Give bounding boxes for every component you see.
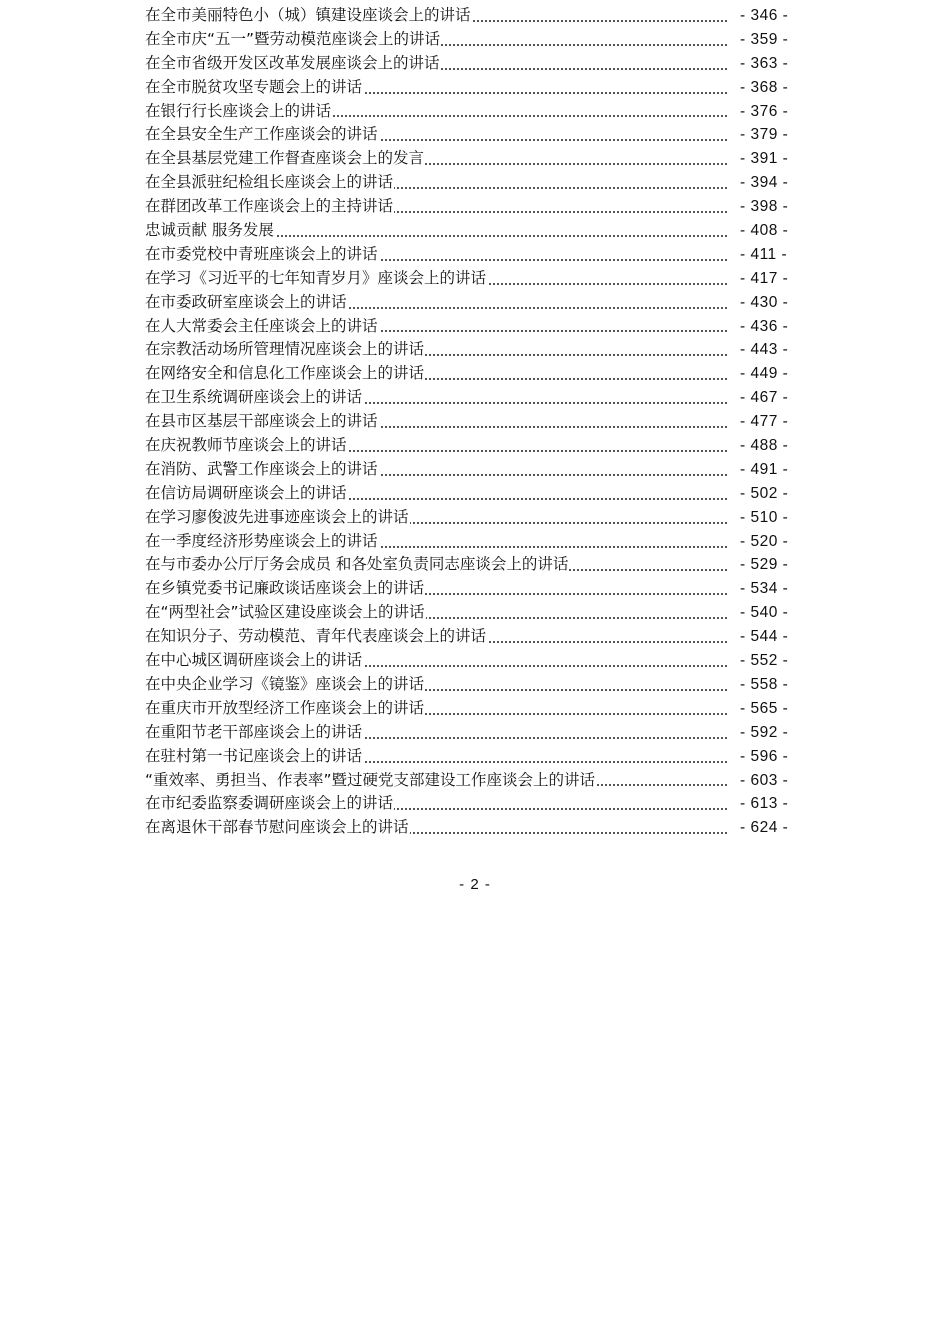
toc-entry[interactable]	[145, 100, 810, 124]
toc-entry-title-text: 在知识分子、劳动模范、青年代表座谈会上的讲话	[145, 627, 487, 646]
toc-entry-title	[145, 625, 727, 649]
toc-entry-title	[145, 76, 727, 100]
toc-entry-title-text: 在庆祝教师节座谈会上的讲话	[145, 436, 347, 455]
toc-entry-title	[145, 673, 727, 697]
toc-entry[interactable]	[145, 649, 810, 673]
toc-entry-title	[145, 338, 727, 362]
toc-entry-title	[145, 123, 727, 147]
toc-entry-title	[145, 171, 727, 195]
toc-entry[interactable]	[145, 697, 810, 721]
toc-entry-page-number: - 624 -	[740, 819, 789, 837]
toc-entry[interactable]	[145, 769, 810, 793]
toc-entry-page-number: - 529 -	[740, 556, 789, 574]
toc-entry-title-text: 在学习《习近平的七年知青岁月》座谈会上的讲话	[145, 268, 487, 287]
toc-entry[interactable]	[145, 601, 810, 625]
toc-entry-title	[145, 434, 727, 458]
table-of-contents	[145, 4, 810, 840]
toc-entry-title	[145, 267, 727, 291]
toc-entry-page-number: - 408 -	[740, 222, 789, 240]
toc-entry-title	[145, 4, 727, 28]
toc-entry-title-text: 在驻村第一书记座谈会上的讲话	[145, 746, 363, 765]
toc-entry-title	[145, 482, 727, 506]
toc-entry[interactable]	[145, 577, 810, 601]
toc-entry-title-text: 在重阳节老干部座谈会上的讲话	[145, 722, 363, 741]
toc-entry-title-text: 在与市委办公厅厅务会成员 和各处室负责同志座谈会上的讲话	[145, 555, 569, 574]
toc-entry[interactable]	[145, 434, 810, 458]
toc-entry-page-number: - 376 -	[740, 102, 789, 120]
toc-entry-page-number: - 417 -	[740, 269, 789, 287]
toc-entry[interactable]	[145, 219, 810, 243]
toc-entry-title-text: 在信访局调研座谈会上的讲话	[145, 483, 347, 502]
toc-entry-title	[145, 792, 727, 816]
toc-entry-page-number: - 394 -	[740, 174, 789, 192]
toc-entry-page-number: - 596 -	[740, 747, 789, 765]
toc-entry-title	[145, 362, 727, 386]
toc-entry[interactable]	[145, 28, 810, 52]
toc-entry-title	[145, 601, 727, 625]
toc-entry-page-number: - 449 -	[740, 365, 789, 383]
toc-entry[interactable]	[145, 171, 810, 195]
toc-entry-title	[145, 243, 727, 267]
toc-entry[interactable]	[145, 553, 810, 577]
toc-entry-title	[145, 458, 727, 482]
toc-entry-title-text: 在全市省级开发区改革发展座谈会上的讲话	[145, 53, 440, 72]
toc-entry-title-text: “重效率、勇担当、作表率”暨过硬党支部建设工作座谈会上的讲话	[145, 770, 596, 789]
toc-entry[interactable]	[145, 721, 810, 745]
toc-entry-title	[145, 506, 727, 530]
toc-entry-title-text: 在卫生系统调研座谈会上的讲话	[145, 388, 363, 407]
toc-entry-title-text: 在市纪委监察委调研座谈会上的讲话	[145, 794, 394, 813]
toc-entry-title	[145, 147, 727, 171]
toc-entry[interactable]	[145, 338, 810, 362]
toc-entry[interactable]	[145, 745, 810, 769]
toc-entry[interactable]	[145, 76, 810, 100]
toc-entry-title	[145, 195, 727, 219]
toc-entry-title	[145, 315, 727, 339]
toc-entry-title	[145, 386, 727, 410]
toc-entry-page-number: - 368 -	[740, 78, 789, 96]
toc-entry-title	[145, 649, 727, 673]
toc-entry-title-text: 在市委党校中青班座谈会上的讲话	[145, 244, 378, 263]
toc-entry-page-number: - 540 -	[740, 604, 789, 622]
toc-entry-title-text: 在全县派驻纪检组长座谈会上的讲话	[145, 173, 394, 192]
toc-entry[interactable]	[145, 506, 810, 530]
toc-entry-title-text: 在全市脱贫攻坚专题会上的讲话	[145, 77, 363, 96]
toc-entry-title-text: 在中心城区调研座谈会上的讲话	[145, 651, 363, 670]
toc-entry[interactable]	[145, 195, 810, 219]
toc-entry[interactable]	[145, 267, 810, 291]
toc-entry-title-text: 在全市庆“五一”暨劳动模范座谈会上的讲话	[145, 29, 441, 48]
toc-entry-title	[145, 52, 727, 76]
toc-entry-page-number: - 391 -	[740, 150, 789, 168]
toc-entry-page-number: - 363 -	[740, 54, 789, 72]
toc-entry-title-text: 在群团改革工作座谈会上的主持讲话	[145, 197, 394, 216]
toc-entry-page-number: - 613 -	[740, 795, 789, 813]
toc-entry-title-text: 忠诚贡献 服务发展	[145, 221, 274, 240]
toc-entry-title	[145, 745, 727, 769]
toc-entry-title-text: 在网络安全和信息化工作座谈会上的讲话	[145, 364, 425, 383]
toc-entry-page-number: - 520 -	[740, 532, 789, 550]
toc-entry[interactable]	[145, 362, 810, 386]
toc-entry-page-number: - 398 -	[740, 198, 789, 216]
toc-entry-title	[145, 100, 727, 124]
toc-entry-page-number: - 592 -	[740, 723, 789, 741]
toc-entry-title-text: 在一季度经济形势座谈会上的讲话	[145, 531, 378, 550]
toc-entry-page-number: - 510 -	[740, 508, 789, 526]
toc-entry[interactable]	[145, 243, 810, 267]
toc-entry[interactable]	[145, 123, 810, 147]
toc-entry[interactable]	[145, 458, 810, 482]
toc-entry-title	[145, 28, 727, 52]
toc-entry-title	[145, 530, 727, 554]
toc-entry-page-number: - 379 -	[740, 126, 789, 144]
toc-entry-page-number: - 411 -	[740, 245, 788, 263]
toc-entry-title-text: 在消防、武警工作座谈会上的讲话	[145, 459, 378, 478]
toc-entry[interactable]	[145, 792, 810, 816]
toc-entry-page-number: - 544 -	[740, 628, 789, 646]
toc-entry[interactable]	[145, 673, 810, 697]
toc-entry-title	[145, 219, 727, 243]
toc-entry-title-text: 在全县安全生产工作座谈会的讲话	[145, 125, 378, 144]
toc-entry-page-number: - 552 -	[740, 652, 789, 670]
toc-entry-title	[145, 697, 727, 721]
toc-entry-title-text: 在乡镇党委书记廉政谈话座谈会上的讲话	[145, 579, 425, 598]
toc-entry-page-number: - 436 -	[740, 317, 789, 335]
toc-entry-title	[145, 816, 727, 840]
toc-entry-title-text: 在离退休干部春节慰问座谈会上的讲话	[145, 818, 409, 837]
toc-entry-page-number: - 430 -	[740, 293, 789, 311]
toc-entry-page-number: - 565 -	[740, 699, 789, 717]
toc-entry-title-text: 在中央企业学习《镜鉴》座谈会上的讲话	[145, 674, 425, 693]
toc-entry-page-number: - 558 -	[740, 675, 789, 693]
toc-entry-title	[145, 410, 727, 434]
toc-entry-title-text: 在银行行长座谈会上的讲话	[145, 101, 332, 120]
toc-entry-title-text: 在“两型社会”试验区建设座谈会上的讲话	[145, 603, 425, 622]
toc-entry[interactable]	[145, 386, 810, 410]
toc-entry-title-text: 在市委政研室座谈会上的讲话	[145, 292, 347, 311]
toc-entry-title-text: 在重庆市开放型经济工作座谈会上的讲话	[145, 698, 425, 717]
toc-entry-page-number: - 502 -	[740, 484, 789, 502]
toc-entry-title-text: 在学习廖俊波先进事迹座谈会上的讲话	[145, 507, 409, 526]
toc-entry[interactable]	[145, 4, 810, 28]
toc-entry-title-text: 在全县基层党建工作督查座谈会上的发言	[145, 149, 425, 168]
toc-entry-title	[145, 553, 727, 577]
toc-entry-title-text: 在人大常委会主任座谈会上的讲话	[145, 316, 378, 335]
toc-entry[interactable]	[145, 291, 810, 315]
toc-entry-page-number: - 443 -	[740, 341, 789, 359]
toc-entry-page-number: - 467 -	[740, 389, 789, 407]
toc-entry-title-text: 在宗教活动场所管理情况座谈会上的讲话	[145, 340, 425, 359]
toc-entry[interactable]	[145, 530, 810, 554]
toc-entry[interactable]	[145, 482, 810, 506]
toc-entry-title	[145, 721, 727, 745]
toc-entry[interactable]	[145, 816, 810, 840]
toc-entry-title	[145, 291, 727, 315]
toc-entry-title	[145, 769, 727, 793]
toc-entry-page-number: - 534 -	[740, 580, 789, 598]
toc-entry-page-number: - 488 -	[740, 437, 789, 455]
toc-entry[interactable]	[145, 410, 810, 434]
toc-entry[interactable]	[145, 52, 810, 76]
toc-entry[interactable]	[145, 625, 810, 649]
toc-entry-page-number: - 491 -	[740, 460, 789, 478]
toc-entry-page-number: - 346 -	[740, 7, 789, 24]
toc-entry-page-number: - 359 -	[740, 30, 789, 48]
toc-entry-title	[145, 577, 727, 601]
page-number-footer: - 2 -	[459, 876, 491, 893]
toc-entry-page-number: - 603 -	[740, 771, 789, 789]
toc-entry-title-text: 在县市区基层干部座谈会上的讲话	[145, 412, 378, 431]
toc-entry[interactable]	[145, 315, 810, 339]
toc-entry-title-text: 在全市美丽特色小（城）镇建设座谈会上的讲话	[145, 6, 471, 24]
toc-entry-page-number: - 477 -	[740, 413, 789, 431]
toc-entry[interactable]	[145, 147, 810, 171]
